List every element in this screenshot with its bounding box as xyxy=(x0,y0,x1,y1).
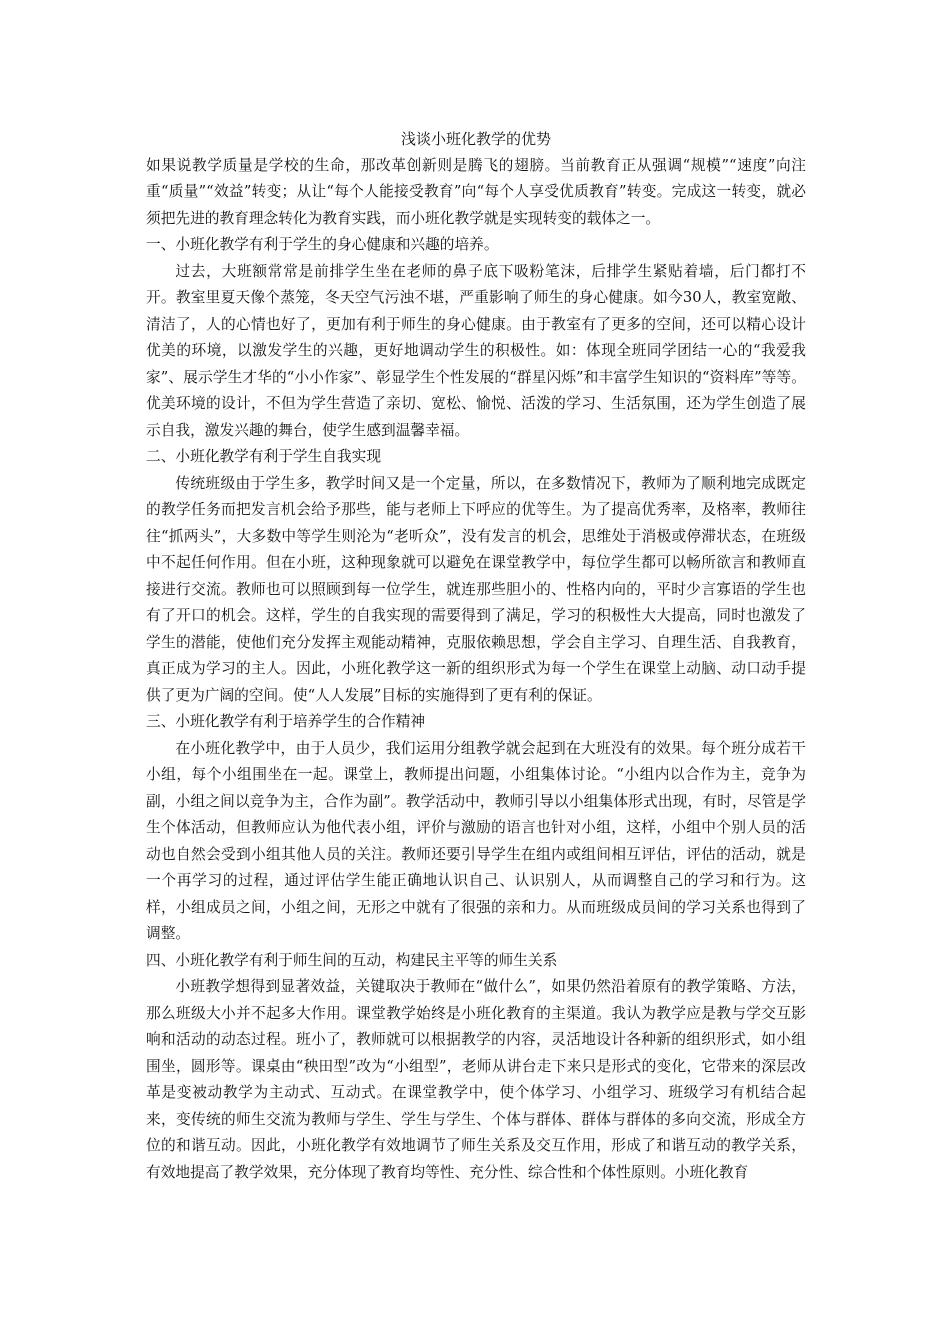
intro-paragraph: 如果说教学质量是学校的生命，那改革创新则是腾飞的翅膀。当前教育正从强调“规模”“速度”向注重“质量”“效益”转变；从让“每个人能接受教育”向“每个人享受优质教育”转变。完成这一转变，就必须把先进的教育理念转化为教育实践，而小班化教学就是实现转变的载体之一。 xyxy=(146,156,806,227)
section-2-heading: 二、小班化教学有利于学生自我实现 xyxy=(146,448,382,465)
section-1-heading: 一、小班化教学有利于学生的身心健康和兴趣的培养。 xyxy=(146,236,499,253)
section-4-heading: 四、小班化教学有利于师生间的互动，构建民主平等的师生关系 xyxy=(146,951,558,969)
document-title: 浅谈小班化教学的优势 xyxy=(400,130,551,148)
section-4-body: 小班教学想得到显著效益，关键取决于教师在“做什么”，如果仍然沿着原有的教学策略、方法，那么班级大小并不起多大作用。课堂教学始终是小班化教育的主渠道。我认为教学应是教与学交互影响和活动的动态过程。班小了，教师就可以根据教学的内容，灵活地设计各种新的组织形式，如小组围坐，圆形等。课桌由“秧田型”改为“小组型”，老师从讲台走下来只是形式的变化，它带来的深层改革是变被动教学为主动式、互动式。在课堂教学中，使个体学习、小组学习、班级学习有机结合起来，变传统的师生交流为教师与学生、学生与学生、个体与群体、群体与群体的多向交流，形成全方位的和谐互动。因此，小班化教学有效地调节了师生关系及交互作用，形成了和谐互动的教学关系，有效地提高了教学效果，充分体现了教育均等性、充分性、综合性和个体性原则。小班化教育 xyxy=(146,978,806,1181)
document-page xyxy=(146,126,806,1186)
section-2-body: 传统班级由于学生多，教学时间又是一个定量，所以，在多数情况下，教师为了顺利地完成既定的教学任务而把发言机会给予那些，能与老师上下呼应的优等生。为了提高优秀率，及格率，教师往往“抓两头”，大多数中等学生则沦为“老听众”，没有发言的机会，思维处于消极或停滞状态，在班级中不起任何作用。但在小班，这种现象就可以避免在课堂教学中，每位学生都可以畅所欲言和教师直接进行交流。教师也可以照顾到每一位学生，就连那些胆小的、性格内向的，平时少言寡语的学生也有了开口的机会。这样，学生的自我实现的需要得到了满足，学习的积极性大大提高，同时也激发了学生的潜能，使他们充分发挥主观能动精神，克服依赖思想，学会自主学习、自理生活、自我教育，真正成为学习的主人。因此，小班化教学这一新的组织形式为每一个学生在课堂上动脑、动口动手提供了更为广阔的空间。使“人人发展”目标的实施得到了更有利的保证。 xyxy=(146,474,806,704)
section-1-body: 过去，大班额常常是前排学生坐在老师的鼻子底下吸粉笔沫，后排学生紧贴着墙，后门都打不开。教室里夏天像个蒸笼，冬天空气污浊不堪，严重影响了师生的身心健康。如今30人，教室宽敞、清洁了，人的心情也好了，更加有利于师生的身心健康。由于教室有了更多的空间，还可以精心设计优美的环境，以激发学生的兴趣，更好地调动学生的积极性。如：体现全班同学团结一心的“我爱我家”、展示学生才华的“小小作家”、彰显学生个性发展的“群星闪烁”和丰富学生知识的“资料库”等等。优美环境的设计，不但为学生营造了亲切、宽松、愉悦、活泼的学习、生活氛围，还为学生创造了展示自我，激发兴趣的舞台，使学生感到温馨幸福。 xyxy=(146,262,806,439)
section-3-body: 在小班化教学中，由于人员少，我们运用分组教学就会起到在大班没有的效果。每个班分成若干小组，每个小组围坐在一起。课堂上，教师提出问题，小组集体讨论。“小组内以合作为主，竞争为副，小组之间以竞争为主，合作为副”。教学活动中，教师引导以小组集体形式出现，有时，尽管是学生个体活动，但教师应认为他代表小组，评价与激励的语言也针对小组，这样，小组中个别人员的活动也自然会受到小组其他人员的关注。教师还要引导学生在组内或组间相互评估，评估的活动，就是一个再学习的过程，通过评估学生能正确地认识自己、认识别人，从而调整自己的学习和行为。这样，小组成员之间，小组之间，无形之中就有了很强的亲和力。从而班级成员间的学习关系也得到了调整。 xyxy=(146,739,806,942)
section-3-heading: 三、小班化教学有利于培养学生的合作精神 xyxy=(146,713,426,730)
